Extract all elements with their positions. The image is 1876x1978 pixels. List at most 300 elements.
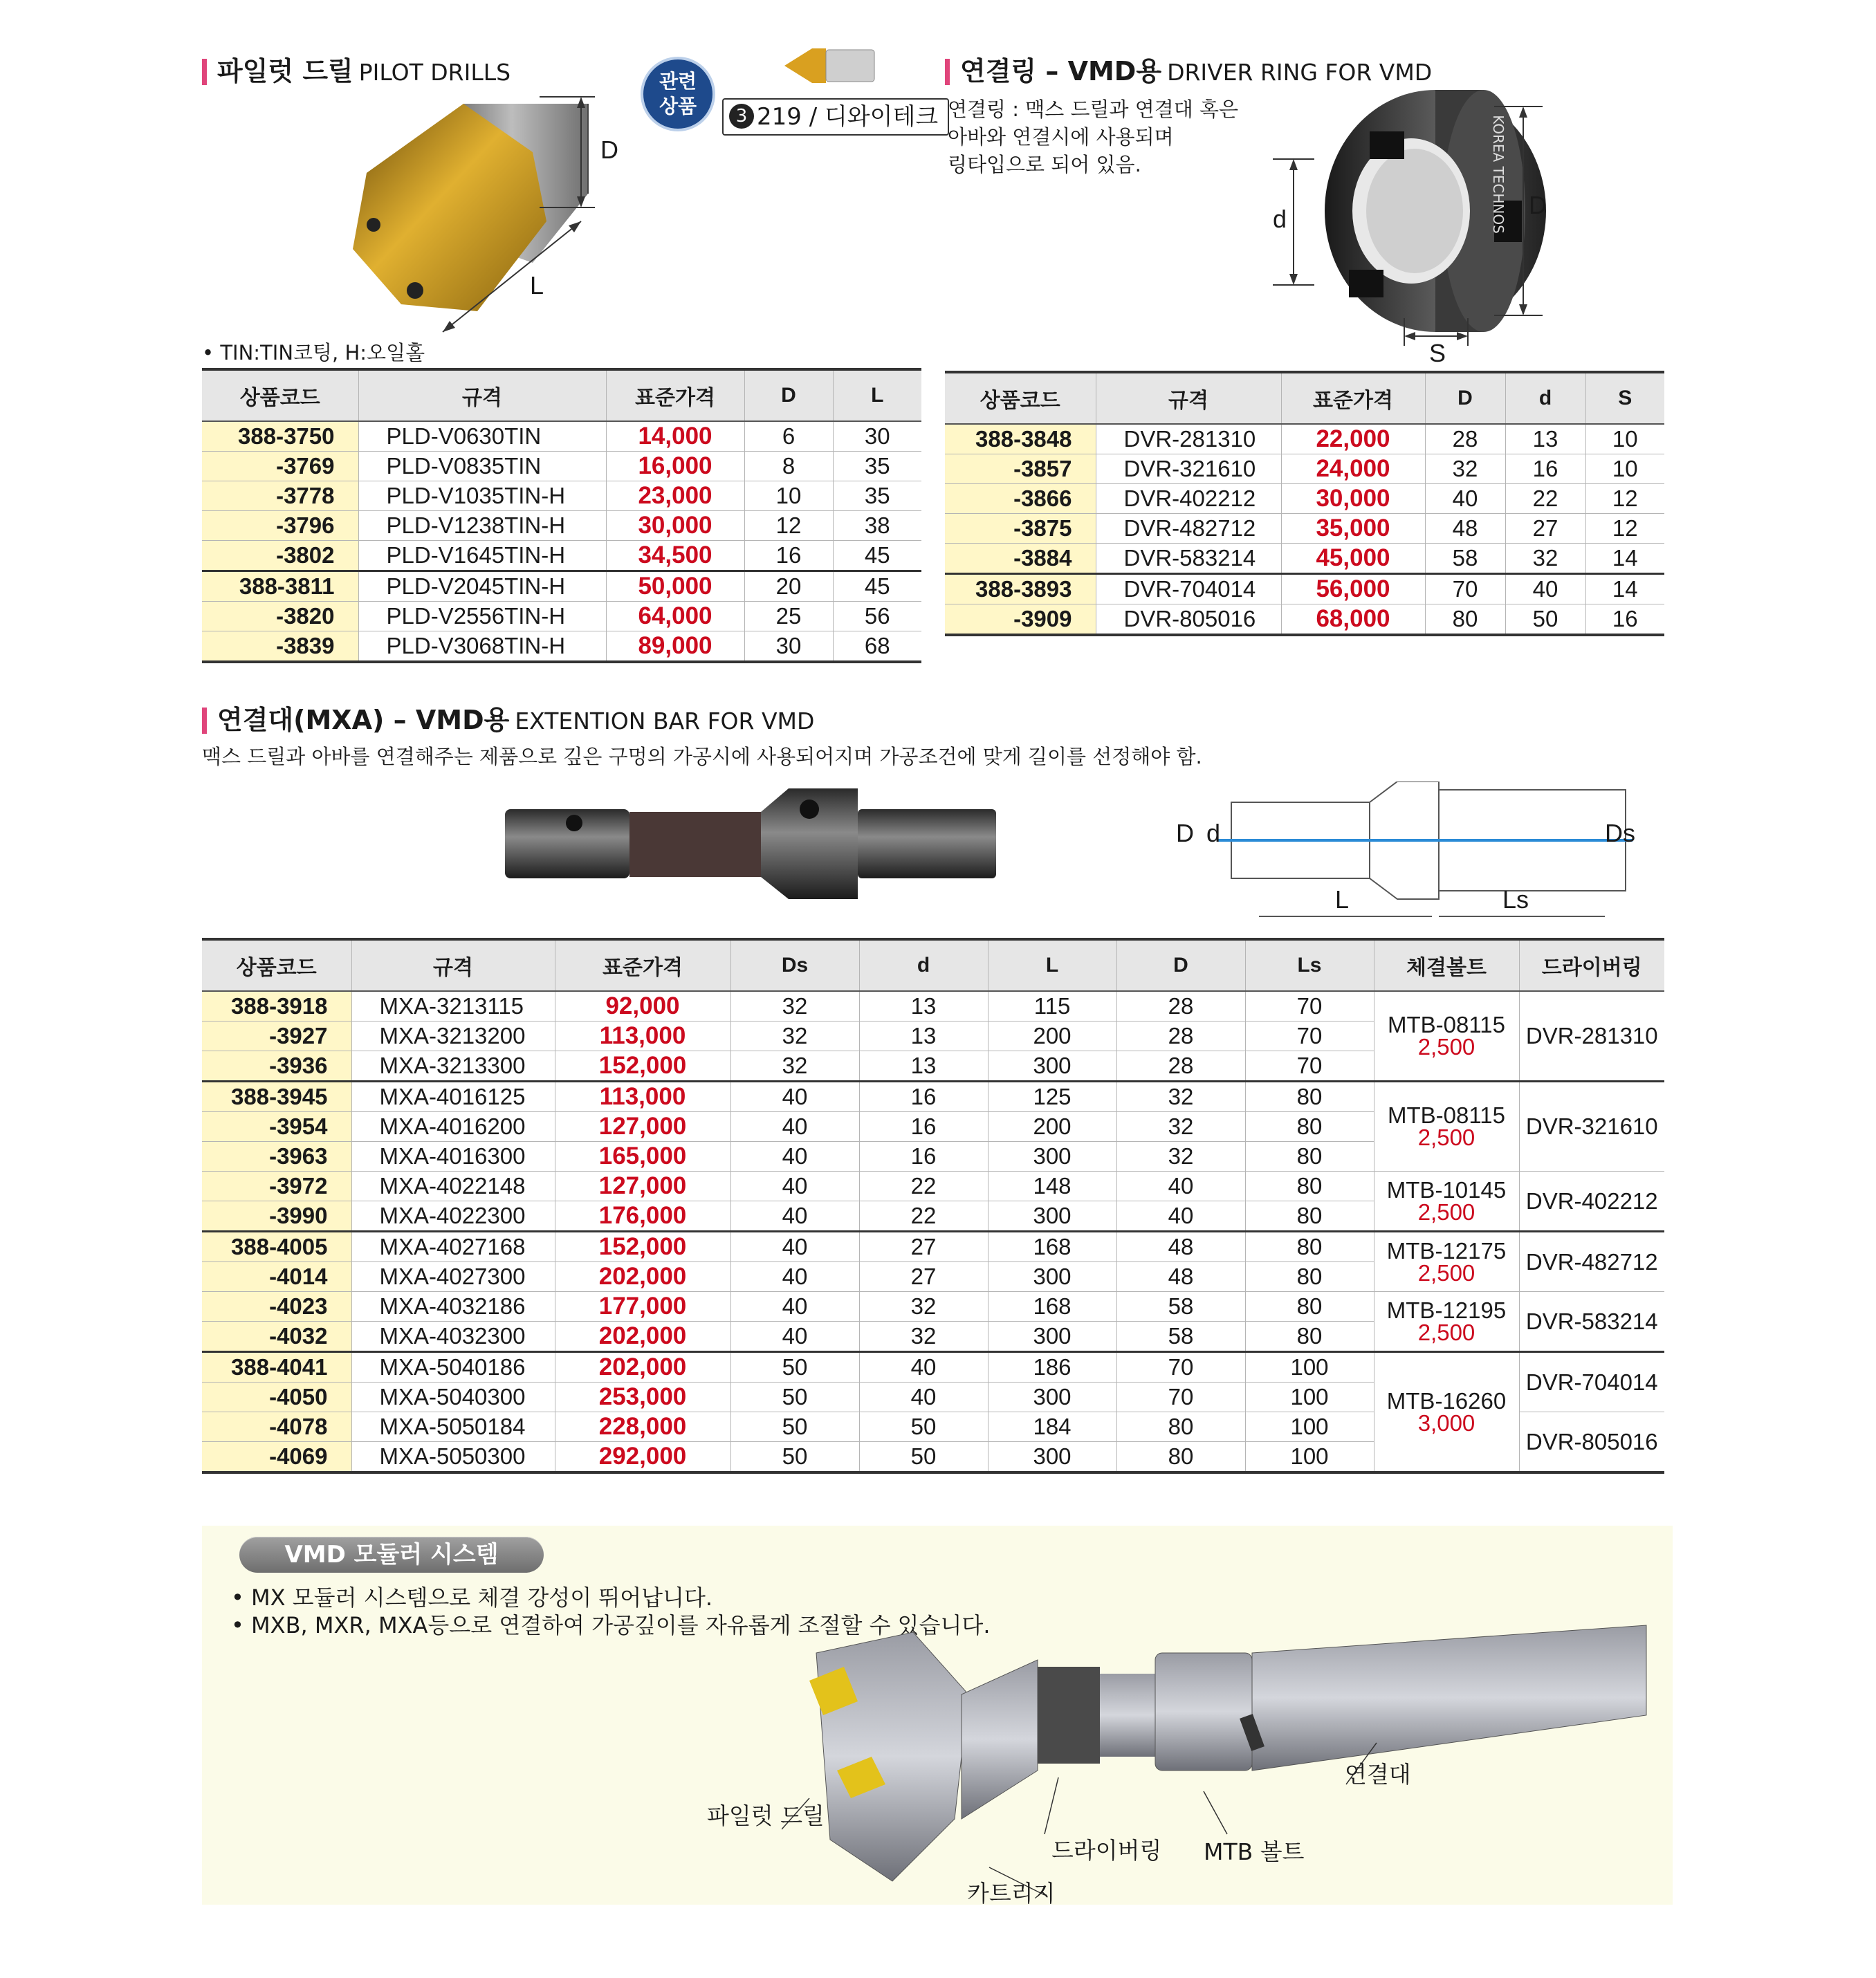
pilot-col-header: 상품코드 [202,369,358,421]
pilot-dim-l-label: L [530,271,544,299]
price: 64,000 [606,602,744,631]
table-row [202,1352,1664,1383]
dim-Ls: 70 [1245,1051,1374,1082]
price: 22,000 [1281,424,1425,454]
product-code: -3802 [202,541,358,571]
ring-table [945,371,1664,636]
price: 50,000 [606,571,744,602]
dim-L: 300 [988,1201,1116,1232]
bar-dim-lines [1259,906,1605,927]
ring-dim-s-label: S [1429,339,1446,367]
pilot-dim-l-arrow [429,207,602,346]
dim-D: 28 [1116,991,1245,1022]
product-code: -4023 [202,1292,351,1322]
table-row [202,421,921,452]
table-row [945,604,1664,636]
spec: MXA-3213300 [351,1051,555,1082]
dim-L: 168 [988,1232,1116,1262]
price: 16,000 [606,452,744,481]
dim-D: 48 [1425,514,1505,544]
extension-bar-image [498,782,1003,906]
dim-Ls: 80 [1245,1172,1374,1201]
spec: MXA-5040186 [351,1352,555,1383]
spec: MXA-4016200 [351,1112,555,1142]
dim-Ds: 40 [730,1232,859,1262]
product-code: 388-4041 [202,1352,351,1383]
dim-D: 58 [1116,1322,1245,1352]
ring-col-header: D [1425,372,1505,424]
product-code: -3778 [202,481,358,511]
price: 14,000 [606,421,744,452]
price: 152,000 [555,1051,730,1082]
dim-D: 70 [1116,1352,1245,1383]
dim-Ls: 80 [1245,1201,1374,1232]
dim-S: 12 [1585,514,1664,544]
dim-L: 300 [988,1262,1116,1292]
dim-Ls: 80 [1245,1082,1374,1112]
dim-d: 40 [859,1383,988,1412]
bolt-cell [1374,991,1519,1082]
dim-Ds: 50 [730,1412,859,1442]
driver-ring-cell: DVR-805016 [1519,1412,1664,1473]
spec: DVR-583214 [1096,544,1281,574]
bar-col-header: D [1116,939,1245,991]
product-code: -3972 [202,1172,351,1201]
dim-d: 8 [744,452,833,481]
vmd-label-bolt: MTB 볼트 [1204,1838,1305,1865]
dim-d: 40 [1505,574,1585,604]
price: 202,000 [555,1262,730,1292]
table-row [945,454,1664,484]
dim-d: 40 [859,1352,988,1383]
product-code: -3857 [945,454,1096,484]
dim-d: 16 [859,1112,988,1142]
dim-Ds: 40 [730,1082,859,1112]
dim-Ls: 100 [1245,1412,1374,1442]
product-code: -3936 [202,1051,351,1082]
product-code: -3884 [945,544,1096,574]
dim-d: 16 [1505,454,1585,484]
product-code: -4050 [202,1383,351,1412]
price: 89,000 [606,631,744,663]
dim-d: 22 [859,1172,988,1201]
product-code: -3954 [202,1112,351,1142]
dim-d: 13 [859,1051,988,1082]
bar-dim-L: L [1335,885,1350,914]
spec: DVR-402212 [1096,484,1281,514]
dim-L: 300 [988,1051,1116,1082]
driver-ring-cell: DVR-281310 [1519,991,1664,1082]
dim-l: 38 [833,511,921,541]
dim-l: 45 [833,571,921,602]
dim-L: 300 [988,1383,1116,1412]
spec: DVR-482712 [1096,514,1281,544]
dim-L: 200 [988,1022,1116,1051]
pilot-col-header: 표준가격 [606,369,744,421]
bolt-price: 2,500 [1417,1034,1475,1060]
price: 152,000 [555,1232,730,1262]
dim-Ls: 80 [1245,1292,1374,1322]
dim-d: 25 [744,602,833,631]
driver-ring-cell: DVR-583214 [1519,1292,1664,1352]
product-code: -4032 [202,1322,351,1352]
product-code: 388-3811 [202,571,358,602]
dim-Ls: 80 [1245,1322,1374,1352]
dim-L: 184 [988,1412,1116,1442]
bar-title: 연결대(MXA) – VMD용 EXTENTION BAR FOR VMD [202,703,814,739]
dim-D: 28 [1425,424,1505,454]
dim-d: 6 [744,421,833,452]
spec: MXA-4032300 [351,1322,555,1352]
pilot-dim-d-label: D [600,136,618,164]
vmd-label-bar: 연결대 [1345,1761,1411,1788]
bolt-price: 2,500 [1417,1259,1475,1286]
table-row [945,484,1664,514]
dim-Ls: 100 [1245,1442,1374,1473]
product-code: 388-3893 [945,574,1096,604]
spec: MXA-4027300 [351,1262,555,1292]
price: 113,000 [555,1022,730,1051]
dim-d: 13 [1505,424,1585,454]
product-code: 388-4005 [202,1232,351,1262]
dim-D: 58 [1425,544,1505,574]
spec: PLD-V1238TIN-H [358,511,606,541]
bolt-cell [1374,1352,1519,1473]
spec: PLD-V3068TIN-H [358,631,606,663]
ring-col-header: S [1585,372,1664,424]
product-code: -3839 [202,631,358,663]
ring-engraving: KOREA TECHNOS [1489,115,1507,234]
spec: PLD-V0630TIN [358,421,606,452]
dim-Ds: 32 [730,991,859,1022]
dim-L: 300 [988,1322,1116,1352]
dim-d: 50 [859,1412,988,1442]
dim-L: 186 [988,1352,1116,1383]
spec: MXA-3213115 [351,991,555,1022]
dim-Ls: 80 [1245,1232,1374,1262]
dim-d: 22 [859,1201,988,1232]
dim-D: 28 [1116,1022,1245,1051]
bar-dim-Ds: Ds [1605,819,1635,847]
dim-l: 30 [833,421,921,452]
bar-col-header: 체결볼트 [1374,939,1519,991]
product-code: -3769 [202,452,358,481]
vmd-label-ring: 드라이버링 [1051,1837,1162,1864]
spec: MXA-3213200 [351,1022,555,1051]
price: 228,000 [555,1412,730,1442]
ring-title: 연결링 – VMD용 DRIVER RING FOR VMD [945,54,1432,90]
product-code: 388-3848 [945,424,1096,454]
bolt-cell [1374,1232,1519,1292]
vmd-label-cartridge: 카트리지 [967,1880,1056,1907]
dim-d: 13 [859,991,988,1022]
spec: MXA-4022148 [351,1172,555,1201]
spec: MXA-4032186 [351,1292,555,1322]
dim-D: 40 [1425,484,1505,514]
bolt-cell [1374,1292,1519,1352]
dim-D: 32 [1116,1142,1245,1172]
related-badge: 관련 상품 [643,59,712,129]
table-row [202,481,921,511]
table-row [945,544,1664,574]
table-row [945,424,1664,454]
bar-col-header: 상품코드 [202,939,351,991]
dim-d: 16 [859,1142,988,1172]
spec: PLD-V2045TIN-H [358,571,606,602]
product-code: -3909 [945,604,1096,636]
bar-desc: 맥스 드릴과 아바를 연결해주는 제품으로 깊은 구멍의 가공시에 사용되어지며 가공조건에 맞게 길이를 선정해야 함. [202,745,1202,768]
dim-Ds: 50 [730,1383,859,1412]
product-code: -3963 [202,1142,351,1172]
dim-Ds: 40 [730,1112,859,1142]
driver-ring-cell: DVR-704014 [1519,1352,1664,1412]
price: 34,500 [606,541,744,571]
dim-S: 12 [1585,484,1664,514]
bar-table [202,938,1664,1474]
product-code: -3820 [202,602,358,631]
spec: DVR-805016 [1096,604,1281,636]
dim-Ls: 80 [1245,1262,1374,1292]
price: 292,000 [555,1442,730,1473]
ring-dim-D-big: D [1529,191,1547,219]
bar-col-header: L [988,939,1116,991]
table-row [202,452,921,481]
dim-Ds: 40 [730,1262,859,1292]
dim-S: 14 [1585,574,1664,604]
dim-Ds: 40 [730,1201,859,1232]
bar-col-header: d [859,939,988,991]
price: 92,000 [555,991,730,1022]
dim-S: 10 [1585,454,1664,484]
dim-Ls: 100 [1245,1383,1374,1412]
dim-D: 32 [1425,454,1505,484]
bar-col-header: 표준가격 [555,939,730,991]
dim-Ds: 40 [730,1322,859,1352]
product-code: -3796 [202,511,358,541]
pilot-dim-d-arrow [540,90,636,214]
product-code: -4069 [202,1442,351,1473]
dim-d: 22 [1505,484,1585,514]
spec: MXA-4027168 [351,1232,555,1262]
dim-d: 16 [744,541,833,571]
price: 127,000 [555,1112,730,1142]
table-row [202,571,921,602]
dim-D: 40 [1116,1172,1245,1201]
dim-D: 80 [1116,1442,1245,1473]
dim-D: 28 [1116,1051,1245,1082]
dim-d: 32 [859,1292,988,1322]
table-row [202,602,921,631]
ring-col-header: 상품코드 [945,372,1096,424]
ring-col-header: 표준가격 [1281,372,1425,424]
dim-d: 27 [859,1262,988,1292]
dim-L: 148 [988,1172,1116,1201]
vmd-bullet-2: • MXB, MXR, MXA등으로 연결하여 가공깊이를 자유롭게 조절할 수 있습니다. [231,1612,991,1638]
price: 45,000 [1281,544,1425,574]
product-code: -3927 [202,1022,351,1051]
dim-Ds: 40 [730,1292,859,1322]
spec: DVR-704014 [1096,574,1281,604]
product-code: 388-3750 [202,421,358,452]
dim-Ls: 70 [1245,991,1374,1022]
driver-ring-cell: DVR-321610 [1519,1082,1664,1172]
dim-Ls: 80 [1245,1112,1374,1142]
dim-D: 48 [1116,1232,1245,1262]
pilot-table [202,368,921,663]
table-row [202,1232,1664,1262]
dim-L: 300 [988,1142,1116,1172]
product-code: -4014 [202,1262,351,1292]
product-code: -3875 [945,514,1096,544]
dim-L: 300 [988,1442,1116,1473]
price: 127,000 [555,1172,730,1201]
dim-D: 80 [1116,1412,1245,1442]
bolt-price: 3,000 [1417,1409,1475,1436]
dim-l: 68 [833,631,921,663]
spec: PLD-V1645TIN-H [358,541,606,571]
spec: DVR-281310 [1096,424,1281,454]
ring-dim-d-small: d [1273,205,1287,233]
dim-D: 70 [1116,1383,1245,1412]
spec: DVR-321610 [1096,454,1281,484]
dim-Ds: 50 [730,1352,859,1383]
bolt-price: 2,500 [1417,1125,1475,1150]
price: 56,000 [1281,574,1425,604]
pilot-col-header: L [833,369,921,421]
spec: PLD-V0835TIN [358,452,606,481]
table-row [945,514,1664,544]
product-code: 388-3918 [202,991,351,1022]
product-code: -3866 [945,484,1096,514]
bar-col-header: Ls [1245,939,1374,991]
dim-S: 14 [1585,544,1664,574]
table-row [202,631,921,663]
table-row [202,541,921,571]
dim-d: 12 [744,511,833,541]
vmd-bullet-1: • MX 모듈러 시스템으로 체결 강성이 뛰어납니다. [231,1584,713,1611]
dim-D: 58 [1116,1292,1245,1322]
ring-col-header: 규격 [1096,372,1281,424]
dim-d: 20 [744,571,833,602]
table-row [202,1082,1664,1112]
related-ref: 3 219 / 디와이테크 [722,98,949,136]
bolt-cell [1374,1082,1519,1172]
product-code: 388-3945 [202,1082,351,1112]
dim-L: 168 [988,1292,1116,1322]
dim-d: 13 [859,1022,988,1051]
driver-ring-cell: DVR-402212 [1519,1172,1664,1232]
table-row [202,511,921,541]
dim-Ls: 80 [1245,1142,1374,1172]
dim-d: 32 [859,1322,988,1352]
product-code: -3990 [202,1201,351,1232]
dim-D: 80 [1425,604,1505,636]
spec: PLD-V2556TIN-H [358,602,606,631]
dim-d: 32 [1505,544,1585,574]
dim-D: 32 [1116,1112,1245,1142]
price: 253,000 [555,1383,730,1412]
pilot-note: • TIN:TIN코팅, H:오일홀 [202,341,425,364]
dim-Ds: 32 [730,1022,859,1051]
dim-L: 115 [988,991,1116,1022]
price: 30,000 [606,511,744,541]
price: 35,000 [1281,514,1425,544]
bolt-name: MTB-12175 [1386,1237,1507,1264]
dim-D: 40 [1116,1201,1245,1232]
dim-d: 16 [859,1082,988,1112]
dim-d: 10 [744,481,833,511]
price: 176,000 [555,1201,730,1232]
spec: MXA-4016300 [351,1142,555,1172]
dim-d: 50 [1505,604,1585,636]
bar-dim-Ls: Ls [1502,885,1529,914]
dim-d: 27 [1505,514,1585,544]
bolt-price: 2,500 [1417,1199,1475,1225]
spec: PLD-V1035TIN-H [358,481,606,511]
dim-l: 35 [833,452,921,481]
price: 24,000 [1281,454,1425,484]
price: 202,000 [555,1352,730,1383]
dim-D: 48 [1116,1262,1245,1292]
spec: MXA-5050184 [351,1412,555,1442]
bar-dim-D: D [1176,819,1194,847]
dim-d: 50 [859,1442,988,1473]
ring-col-header: d [1505,372,1585,424]
product-code: -4078 [202,1412,351,1442]
dim-L: 200 [988,1112,1116,1142]
price: 113,000 [555,1082,730,1112]
bolt-name: MTB-08115 [1388,1012,1505,1037]
table-row [945,574,1664,604]
price: 23,000 [606,481,744,511]
pilot-col-header: D [744,369,833,421]
price: 177,000 [555,1292,730,1322]
dim-L: 125 [988,1082,1116,1112]
bolt-name: MTB-12195 [1386,1297,1507,1323]
vmd-label-pilot: 파일럿 드릴 [707,1802,825,1829]
bar-col-header: 드라이버링 [1519,939,1664,991]
dim-D: 32 [1116,1082,1245,1112]
dim-S: 16 [1585,604,1664,636]
table-row [202,1292,1664,1322]
dim-l: 35 [833,481,921,511]
dim-l: 56 [833,602,921,631]
table-row [202,991,1664,1022]
bolt-name: MTB-10145 [1386,1176,1507,1203]
related-product-image [778,41,881,90]
bolt-price: 2,500 [1417,1319,1475,1345]
bar-col-header: 규격 [351,939,555,991]
price: 165,000 [555,1142,730,1172]
price: 30,000 [1281,484,1425,514]
pilot-title: 파일럿 드릴 PILOT DRILLS [202,54,511,90]
dim-Ls: 100 [1245,1352,1374,1383]
dim-Ds: 50 [730,1442,859,1473]
dim-S: 10 [1585,424,1664,454]
table-row [202,1172,1664,1201]
dim-d: 27 [859,1232,988,1262]
spec: MXA-5040300 [351,1383,555,1412]
pilot-col-header: 규격 [358,369,606,421]
bar-col-header: Ds [730,939,859,991]
bolt-name: MTB-08115 [1388,1102,1505,1128]
spec: MXA-4016125 [351,1082,555,1112]
ring-desc: 연결링 : 맥스 드릴과 연결대 혹은 아바와 연결시에 사용되며 링타입으로 되어 있음. [948,98,1239,176]
dim-Ls: 70 [1245,1022,1374,1051]
dim-D: 70 [1425,574,1505,604]
bolt-name: MTB-16260 [1386,1387,1507,1414]
bolt-cell [1374,1172,1519,1232]
